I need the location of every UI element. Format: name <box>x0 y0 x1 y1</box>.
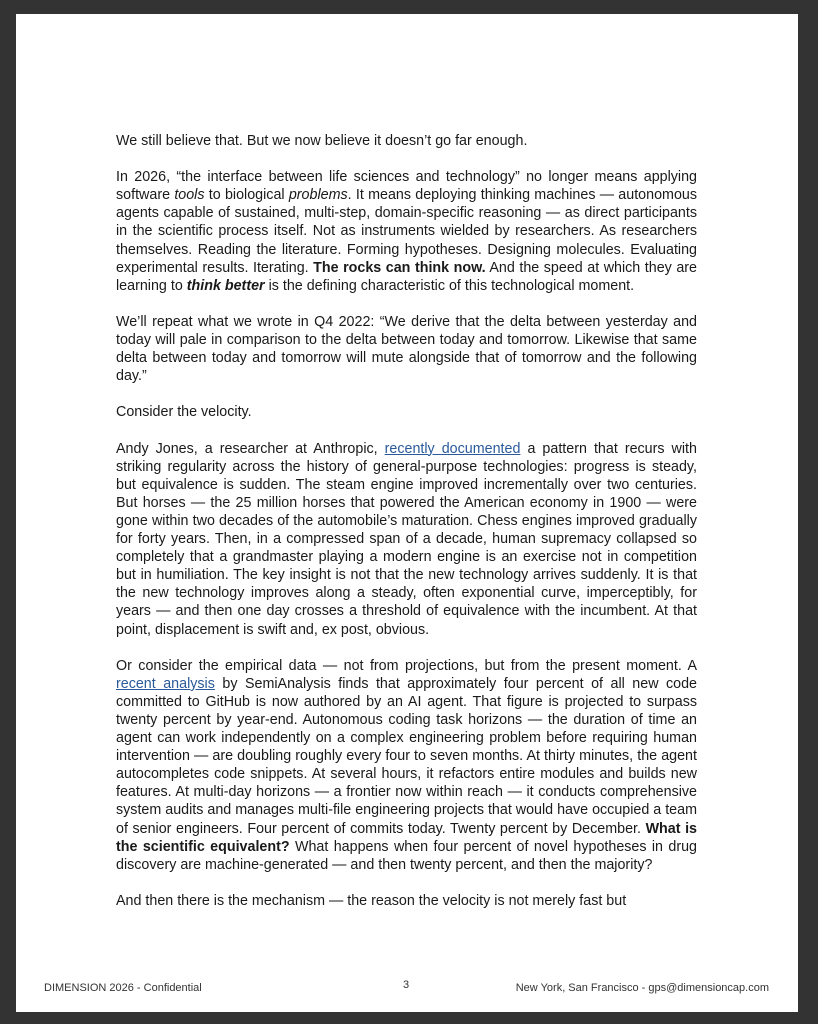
paragraph-5-text-a: Andy Jones, a researcher at Anthropic, <box>116 440 385 457</box>
paragraph-7-text: And then there is the mechanism — the reason the velocity is not merely fast but <box>116 892 627 909</box>
paragraph-3-text: We’ll repeat what we wrote in Q4 2022: “We derive that the delta between yesterday and today will pale in comparison to the delta between today and tomorrow. Likewise that same delta between today and tomorrow will mute alongside that of tomorrow and the following day.” <box>116 313 697 385</box>
paragraph-6 <box>116 657 697 874</box>
paragraph-2-text-b: to biological <box>204 187 289 204</box>
paragraph-5 <box>116 440 697 639</box>
paragraph-4 <box>116 403 697 421</box>
footer-contact: New York, San Francisco - gps@dimensioncap.com <box>515 982 769 994</box>
paragraph-2 <box>116 168 697 295</box>
body-text <box>116 132 697 928</box>
bold-italic-think-better: think better <box>186 277 265 294</box>
paragraph-6-text-c: What happens when four percent of novel hypotheses in drug discovery are machine-generated — and then twenty percent, and then the majority? <box>116 838 697 873</box>
recent-analysis-link[interactable]: recent analysis <box>116 675 215 692</box>
paragraph-6-text-a: Or consider the empirical data — not from projections, but from the present moment. A <box>116 657 697 674</box>
footer-confidential: DIMENSION 2026 - Confidential <box>44 982 202 994</box>
paragraph-1 <box>116 132 697 150</box>
recently-documented-link[interactable]: recently documented <box>384 440 521 457</box>
paragraph-2-text-e: is the defining characteristic of this technological moment. <box>264 277 635 294</box>
paragraph-7 <box>116 892 697 910</box>
italic-tools: tools <box>174 187 205 204</box>
paragraph-2-text-c: . It means deploying thinking machines — autonomous agents capable of sustained, multi-step, domain-specific reasoning — as direct participants in the scientific process itself. Not as instruments wielded by researchers. As researchers themselves. Reading the literature. Forming hypotheses. Designing molecules. Evaluating experimental results. Iterating. <box>116 187 697 276</box>
document-page <box>16 14 798 1012</box>
paragraph-6-text-b: by SemiAnalysis finds that approximately four percent of all new code committed to GitHub is now authored by an AI agent. That figure is projected to surpass twenty percent by year-end. Autonomous coding task horizons — the duration of time an agent can work independently on a complex engineering problem before requiring human intervention — are doubling roughly every four to seven months. At thirty minutes, the agent autocompletes code snippets. At several hours, it refactors entire modules and builds new features. At multi-day horizons — a frontier now within reach — it conducts comprehensive system audits and manages multi-file engineering projects that would have occupied a team of senior engineers. Four percent of commits today. Twenty percent by December. <box>116 675 698 837</box>
paragraph-5-text-b: a pattern that recurs with striking regularity across the history of general-purpose technologies: progress is steady, but equivalence is sudden. The steam engine improved incrementally over two centuries. But horses — the 25 million horses that powered the American economy in 1900 — were gone within two decades of the automobile’s maturation. Chess engines improved gradually for forty years. Then, in a compressed span of a decade, human supremacy collapsed so completely that a grandmaster playing a modern engine is an exercise not in competition but in humiliation. The key insight is not that the new technology arrives suddenly. It is that the new technology improves along a steady, often exponential curve, imperceptibly, for years — and then one day crosses a threshold of equivalence with the incumbent. At that point, displacement is swift and, ex post, obvious. <box>116 440 697 638</box>
paragraph-2-text-a: In 2026, “the interface between life sciences and technology” no longer means applying software <box>116 169 697 204</box>
page-number: 3 <box>403 979 410 991</box>
bold-rocks-think: The rocks can think now. <box>313 259 486 276</box>
paragraph-1-text: We still believe that. But we now believe it doesn’t go far enough. <box>116 133 528 149</box>
paragraph-3 <box>116 313 697 385</box>
paragraph-4-text: Consider the velocity. <box>116 404 252 421</box>
bold-scientific-equivalent: What is the scientific equivalent? <box>116 820 697 855</box>
paragraph-2-text-d: And the speed at which they are learning to <box>116 259 697 294</box>
italic-problems: problems <box>288 187 348 204</box>
